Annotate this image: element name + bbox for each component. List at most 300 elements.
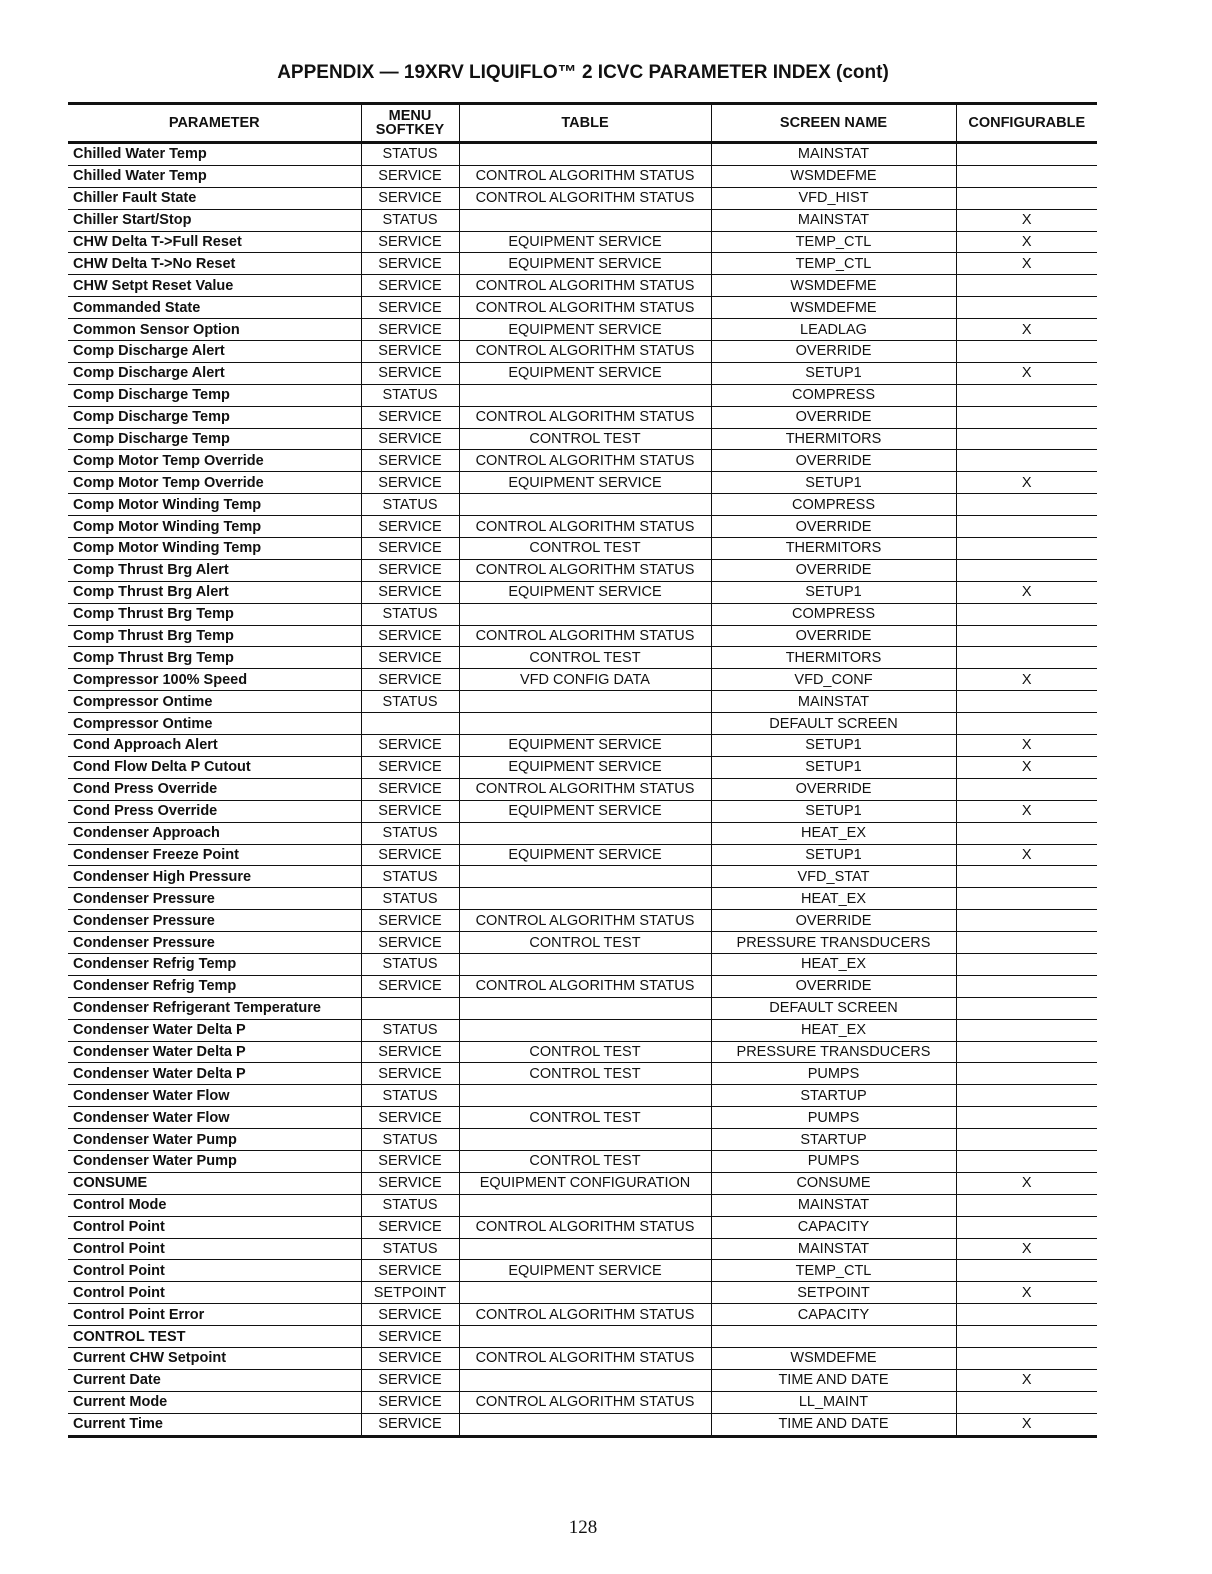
cell-screen-name: SETPOINT bbox=[711, 1282, 956, 1304]
cell-menu-softkey: SERVICE bbox=[361, 538, 459, 560]
cell-configurable bbox=[956, 1194, 1097, 1216]
cell-parameter: Comp Discharge Temp bbox=[68, 406, 361, 428]
cell-screen-name: MAINSTAT bbox=[711, 209, 956, 231]
table-row bbox=[68, 953, 1097, 975]
table-row bbox=[68, 1326, 1097, 1348]
cell-parameter: Condenser Water Pump bbox=[68, 1129, 361, 1151]
cell-menu-softkey: SERVICE bbox=[361, 1413, 459, 1436]
cell-configurable bbox=[956, 406, 1097, 428]
table-row bbox=[68, 1019, 1097, 1041]
cell-menu-softkey: SERVICE bbox=[361, 165, 459, 187]
cell-menu-softkey: SERVICE bbox=[361, 756, 459, 778]
table-row bbox=[68, 822, 1097, 844]
cell-menu-softkey: SERVICE bbox=[361, 1347, 459, 1369]
cell-screen-name: VFD_HIST bbox=[711, 187, 956, 209]
cell-table: EQUIPMENT SERVICE bbox=[459, 472, 711, 494]
cell-menu-softkey: SERVICE bbox=[361, 1369, 459, 1391]
cell-menu-softkey: SERVICE bbox=[361, 1391, 459, 1413]
cell-screen-name: OVERRIDE bbox=[711, 910, 956, 932]
cell-menu-softkey: STATUS bbox=[361, 866, 459, 888]
cell-table bbox=[459, 384, 711, 406]
cell-table bbox=[459, 1413, 711, 1436]
cell-configurable bbox=[956, 953, 1097, 975]
cell-configurable bbox=[956, 1129, 1097, 1151]
cell-table: CONTROL ALGORITHM STATUS bbox=[459, 165, 711, 187]
cell-screen-name: MAINSTAT bbox=[711, 1194, 956, 1216]
cell-parameter: Condenser Refrig Temp bbox=[68, 953, 361, 975]
cell-screen-name: VFD_CONF bbox=[711, 669, 956, 691]
cell-configurable bbox=[956, 932, 1097, 954]
cell-table: CONTROL ALGORITHM STATUS bbox=[459, 1304, 711, 1326]
cell-configurable bbox=[956, 975, 1097, 997]
cell-parameter: Compressor 100% Speed bbox=[68, 669, 361, 691]
table-row bbox=[68, 735, 1097, 757]
header-parameter: PARAMETER bbox=[68, 104, 361, 143]
table-row bbox=[68, 165, 1097, 187]
cell-menu-softkey: SERVICE bbox=[361, 1304, 459, 1326]
cell-configurable bbox=[956, 1304, 1097, 1326]
cell-menu-softkey: SERVICE bbox=[361, 559, 459, 581]
table-row bbox=[68, 997, 1097, 1019]
header-menu-line: MENU bbox=[388, 108, 432, 124]
cell-parameter: Comp Discharge Temp bbox=[68, 428, 361, 450]
cell-configurable bbox=[956, 494, 1097, 516]
cell-parameter: Control Point bbox=[68, 1260, 361, 1282]
cell-screen-name: DEFAULT SCREEN bbox=[711, 713, 956, 735]
cell-table: CONTROL TEST bbox=[459, 1041, 711, 1063]
table-row bbox=[68, 538, 1097, 560]
cell-parameter: Comp Thrust Brg Temp bbox=[68, 647, 361, 669]
cell-configurable: X bbox=[956, 800, 1097, 822]
cell-parameter: Comp Thrust Brg Temp bbox=[68, 603, 361, 625]
cell-screen-name: SETUP1 bbox=[711, 800, 956, 822]
cell-configurable bbox=[956, 341, 1097, 363]
cell-parameter: Control Point bbox=[68, 1238, 361, 1260]
cell-table: VFD CONFIG DATA bbox=[459, 669, 711, 691]
cell-parameter: Control Point Error bbox=[68, 1304, 361, 1326]
table-row bbox=[68, 932, 1097, 954]
table-row bbox=[68, 866, 1097, 888]
cell-menu-softkey: STATUS bbox=[361, 494, 459, 516]
cell-parameter: Chilled Water Temp bbox=[68, 165, 361, 187]
cell-table: CONTROL TEST bbox=[459, 1107, 711, 1129]
cell-menu-softkey: SERVICE bbox=[361, 735, 459, 757]
cell-table: CONTROL ALGORITHM STATUS bbox=[459, 625, 711, 647]
cell-configurable bbox=[956, 1260, 1097, 1282]
cell-configurable bbox=[956, 1391, 1097, 1413]
cell-table: CONTROL ALGORITHM STATUS bbox=[459, 975, 711, 997]
cell-table bbox=[459, 1282, 711, 1304]
cell-parameter: Comp Motor Winding Temp bbox=[68, 538, 361, 560]
table-row bbox=[68, 209, 1097, 231]
cell-menu-softkey: SERVICE bbox=[361, 1172, 459, 1194]
cell-table: CONTROL ALGORITHM STATUS bbox=[459, 778, 711, 800]
table-row bbox=[68, 1063, 1097, 1085]
cell-screen-name: SETUP1 bbox=[711, 735, 956, 757]
cell-configurable: X bbox=[956, 756, 1097, 778]
cell-menu-softkey: SERVICE bbox=[361, 297, 459, 319]
cell-parameter: Comp Motor Winding Temp bbox=[68, 516, 361, 538]
cell-parameter: Comp Discharge Alert bbox=[68, 341, 361, 363]
cell-menu-softkey: SERVICE bbox=[361, 1260, 459, 1282]
table-row bbox=[68, 231, 1097, 253]
cell-parameter: CONTROL TEST bbox=[68, 1326, 361, 1348]
cell-screen-name: WSMDEFME bbox=[711, 165, 956, 187]
cell-screen-name: MAINSTAT bbox=[711, 691, 956, 713]
cell-table: CONTROL TEST bbox=[459, 1063, 711, 1085]
cell-menu-softkey: STATUS bbox=[361, 143, 459, 166]
cell-table: CONTROL ALGORITHM STATUS bbox=[459, 516, 711, 538]
table-row bbox=[68, 187, 1097, 209]
cell-table: CONTROL ALGORITHM STATUS bbox=[459, 275, 711, 297]
cell-parameter: Control Point bbox=[68, 1282, 361, 1304]
cell-menu-softkey: SERVICE bbox=[361, 647, 459, 669]
cell-menu-softkey: SERVICE bbox=[361, 975, 459, 997]
cell-table: CONTROL ALGORITHM STATUS bbox=[459, 1391, 711, 1413]
cell-table: CONTROL ALGORITHM STATUS bbox=[459, 341, 711, 363]
cell-parameter: Condenser High Pressure bbox=[68, 866, 361, 888]
cell-screen-name: THERMITORS bbox=[711, 428, 956, 450]
cell-parameter: Condenser Freeze Point bbox=[68, 844, 361, 866]
cell-menu-softkey: SERVICE bbox=[361, 428, 459, 450]
table-row bbox=[68, 1150, 1097, 1172]
cell-configurable bbox=[956, 516, 1097, 538]
cell-table: EQUIPMENT SERVICE bbox=[459, 581, 711, 603]
table-row bbox=[68, 1413, 1097, 1436]
cell-parameter: Condenser Water Delta P bbox=[68, 1019, 361, 1041]
parameter-index-table bbox=[68, 102, 1097, 1438]
cell-table: CONTROL TEST bbox=[459, 647, 711, 669]
cell-configurable bbox=[956, 1063, 1097, 1085]
cell-menu-softkey: SERVICE bbox=[361, 932, 459, 954]
cell-configurable bbox=[956, 559, 1097, 581]
cell-parameter: CHW Setpt Reset Value bbox=[68, 275, 361, 297]
cell-screen-name: COMPRESS bbox=[711, 384, 956, 406]
cell-table: CONTROL TEST bbox=[459, 538, 711, 560]
cell-menu-softkey: SERVICE bbox=[361, 450, 459, 472]
cell-configurable bbox=[956, 603, 1097, 625]
table-row bbox=[68, 559, 1097, 581]
cell-screen-name: PRESSURE TRANSDUCERS bbox=[711, 1041, 956, 1063]
table-row bbox=[68, 450, 1097, 472]
cell-parameter: Condenser Water Delta P bbox=[68, 1041, 361, 1063]
cell-parameter: Compressor Ontime bbox=[68, 713, 361, 735]
cell-screen-name bbox=[711, 1326, 956, 1348]
cell-configurable bbox=[956, 297, 1097, 319]
cell-menu-softkey: SERVICE bbox=[361, 844, 459, 866]
cell-parameter: Cond Press Override bbox=[68, 778, 361, 800]
cell-parameter: Chiller Start/Stop bbox=[68, 209, 361, 231]
cell-configurable: X bbox=[956, 735, 1097, 757]
table-row bbox=[68, 516, 1097, 538]
table-header-row bbox=[68, 104, 1097, 143]
cell-menu-softkey: SERVICE bbox=[361, 231, 459, 253]
table-row bbox=[68, 1041, 1097, 1063]
cell-parameter: Comp Discharge Temp bbox=[68, 384, 361, 406]
cell-configurable bbox=[956, 1216, 1097, 1238]
cell-parameter: Cond Approach Alert bbox=[68, 735, 361, 757]
cell-table bbox=[459, 953, 711, 975]
cell-configurable bbox=[956, 625, 1097, 647]
cell-menu-softkey: SERVICE bbox=[361, 910, 459, 932]
cell-parameter: Compressor Ontime bbox=[68, 691, 361, 713]
cell-screen-name: CONSUME bbox=[711, 1172, 956, 1194]
cell-configurable bbox=[956, 888, 1097, 910]
cell-screen-name: COMPRESS bbox=[711, 494, 956, 516]
table-row bbox=[68, 603, 1097, 625]
cell-screen-name: TIME AND DATE bbox=[711, 1413, 956, 1436]
cell-parameter: Comp Motor Winding Temp bbox=[68, 494, 361, 516]
cell-configurable bbox=[956, 428, 1097, 450]
cell-parameter: Condenser Pressure bbox=[68, 910, 361, 932]
cell-menu-softkey: SERVICE bbox=[361, 362, 459, 384]
cell-configurable: X bbox=[956, 319, 1097, 341]
table-row bbox=[68, 1085, 1097, 1107]
cell-menu-softkey: SERVICE bbox=[361, 253, 459, 275]
cell-parameter: Current CHW Setpoint bbox=[68, 1347, 361, 1369]
table-row bbox=[68, 362, 1097, 384]
cell-screen-name: OVERRIDE bbox=[711, 406, 956, 428]
cell-parameter: Current Time bbox=[73, 1416, 163, 1433]
cell-screen-name: OVERRIDE bbox=[711, 778, 956, 800]
cell-table bbox=[459, 1238, 711, 1260]
cell-parameter: Comp Motor Temp Override bbox=[68, 450, 361, 472]
cell-screen-name: WSMDEFME bbox=[711, 275, 956, 297]
cell-table: EQUIPMENT SERVICE bbox=[459, 756, 711, 778]
cell-configurable bbox=[956, 1347, 1097, 1369]
cell-table: CONTROL TEST bbox=[459, 1150, 711, 1172]
cell-parameter: Control Point bbox=[68, 1216, 361, 1238]
cell-table: CONTROL TEST bbox=[459, 932, 711, 954]
cell-configurable bbox=[956, 1150, 1097, 1172]
cell-screen-name: HEAT_EX bbox=[711, 953, 956, 975]
cell-table: CONTROL ALGORITHM STATUS bbox=[459, 1216, 711, 1238]
cell-table bbox=[459, 1019, 711, 1041]
cell-menu-softkey: SERVICE bbox=[361, 1107, 459, 1129]
cell-configurable bbox=[956, 384, 1097, 406]
cell-screen-name: SETUP1 bbox=[711, 362, 956, 384]
cell-screen-name: HEAT_EX bbox=[711, 888, 956, 910]
cell-screen-name: PUMPS bbox=[711, 1063, 956, 1085]
cell-table: EQUIPMENT SERVICE bbox=[459, 231, 711, 253]
cell-screen-name: STARTUP bbox=[711, 1085, 956, 1107]
table-row bbox=[68, 756, 1097, 778]
cell-configurable bbox=[956, 691, 1097, 713]
cell-screen-name: THERMITORS bbox=[711, 538, 956, 560]
cell-table bbox=[459, 691, 711, 713]
table-row bbox=[68, 143, 1097, 166]
cell-menu-softkey: SERVICE bbox=[361, 341, 459, 363]
cell-menu-softkey: SERVICE bbox=[361, 625, 459, 647]
table-row bbox=[68, 1391, 1097, 1413]
cell-parameter: Commanded State bbox=[68, 297, 361, 319]
table-row bbox=[68, 975, 1097, 997]
cell-configurable: X bbox=[956, 581, 1097, 603]
cell-screen-name: VFD_STAT bbox=[711, 866, 956, 888]
table-row bbox=[68, 1172, 1097, 1194]
header-table: TABLE bbox=[459, 104, 711, 143]
cell-configurable bbox=[956, 275, 1097, 297]
cell-table: EQUIPMENT CONFIGURATION bbox=[459, 1172, 711, 1194]
cell-screen-name: CAPACITY bbox=[711, 1304, 956, 1326]
cell-configurable bbox=[956, 647, 1097, 669]
table-row bbox=[68, 1304, 1097, 1326]
cell-configurable bbox=[956, 187, 1097, 209]
cell-configurable bbox=[956, 538, 1097, 560]
cell-table: CONTROL ALGORITHM STATUS bbox=[459, 559, 711, 581]
table-row bbox=[68, 691, 1097, 713]
table-row bbox=[68, 800, 1097, 822]
table-row bbox=[68, 778, 1097, 800]
cell-menu-softkey: SERVICE bbox=[361, 1326, 459, 1348]
table-row bbox=[68, 581, 1097, 603]
cell-configurable: X bbox=[956, 209, 1097, 231]
cell-table bbox=[459, 209, 711, 231]
table-row bbox=[68, 275, 1097, 297]
cell-screen-name: THERMITORS bbox=[711, 647, 956, 669]
cell-table bbox=[459, 713, 711, 735]
cell-menu-softkey: STATUS bbox=[361, 1019, 459, 1041]
cell-parameter: Condenser Approach bbox=[68, 822, 361, 844]
cell-table bbox=[459, 888, 711, 910]
cell-menu-softkey: SERVICE bbox=[361, 406, 459, 428]
cell-parameter: Comp Thrust Brg Alert bbox=[68, 581, 361, 603]
cell-configurable bbox=[956, 866, 1097, 888]
cell-table: CONTROL TEST bbox=[459, 428, 711, 450]
cell-screen-name: TIME AND DATE bbox=[711, 1369, 956, 1391]
cell-configurable bbox=[956, 1107, 1097, 1129]
cell-screen-name: OVERRIDE bbox=[711, 559, 956, 581]
header-menu-softkey bbox=[361, 104, 459, 143]
cell-table bbox=[459, 866, 711, 888]
cell-table: EQUIPMENT SERVICE bbox=[459, 319, 711, 341]
table-row bbox=[68, 1347, 1097, 1369]
cell-menu-softkey: SERVICE bbox=[361, 516, 459, 538]
cell-configurable: X bbox=[956, 1282, 1097, 1304]
header-softkey-line: SOFTKEY bbox=[375, 122, 445, 138]
cell-parameter: Condenser Water Flow bbox=[68, 1085, 361, 1107]
cell-parameter: Condenser Water Delta P bbox=[68, 1063, 361, 1085]
cell-parameter: Condenser Water Flow bbox=[68, 1107, 361, 1129]
cell-parameter: Condenser Refrig Temp bbox=[68, 975, 361, 997]
cell-table: EQUIPMENT SERVICE bbox=[459, 800, 711, 822]
cell-parameter: Current Date bbox=[68, 1369, 361, 1391]
cell-configurable bbox=[956, 997, 1097, 1019]
cell-menu-softkey: SERVICE bbox=[361, 1063, 459, 1085]
table-row bbox=[68, 406, 1097, 428]
cell-screen-name: SETUP1 bbox=[711, 581, 956, 603]
cell-menu-softkey: SERVICE bbox=[361, 778, 459, 800]
cell-menu-softkey: SERVICE bbox=[361, 581, 459, 603]
cell-configurable bbox=[956, 1019, 1097, 1041]
table-row bbox=[68, 494, 1097, 516]
cell-screen-name: WSMDEFME bbox=[711, 297, 956, 319]
cell-parameter: Cond Press Override bbox=[68, 800, 361, 822]
table-row bbox=[68, 1129, 1097, 1151]
cell-table: CONTROL ALGORITHM STATUS bbox=[459, 406, 711, 428]
table-row bbox=[68, 669, 1097, 691]
table-row bbox=[68, 625, 1097, 647]
cell-menu-softkey: STATUS bbox=[361, 209, 459, 231]
cell-screen-name: SETUP1 bbox=[711, 756, 956, 778]
table-row bbox=[68, 1282, 1097, 1304]
page-number: 128 bbox=[568, 1517, 598, 1538]
cell-screen-name: HEAT_EX bbox=[711, 1019, 956, 1041]
cell-configurable bbox=[956, 450, 1097, 472]
cell-menu-softkey bbox=[361, 997, 459, 1019]
cell-menu-softkey: STATUS bbox=[361, 1085, 459, 1107]
cell-configurable: X bbox=[956, 669, 1097, 691]
header-configurable: CONFIGURABLE bbox=[956, 104, 1097, 143]
cell-screen-name: TEMP_CTL bbox=[711, 253, 956, 275]
cell-menu-softkey: SERVICE bbox=[361, 319, 459, 341]
cell-screen-name: OVERRIDE bbox=[711, 341, 956, 363]
cell-parameter: Condenser Pressure bbox=[68, 888, 361, 910]
cell-menu-softkey: STATUS bbox=[361, 384, 459, 406]
cell-menu-softkey: STATUS bbox=[361, 1238, 459, 1260]
cell-menu-softkey: STATUS bbox=[361, 1129, 459, 1151]
cell-menu-softkey bbox=[361, 713, 459, 735]
cell-table bbox=[459, 1369, 711, 1391]
cell-table bbox=[459, 1085, 711, 1107]
cell-parameter: CHW Delta T->No Reset bbox=[68, 253, 361, 275]
cell-parameter: Comp Thrust Brg Alert bbox=[68, 559, 361, 581]
page-title: APPENDIX — 19XRV LIQUIFLO™ 2 ICVC PARAMETER INDEX (cont) bbox=[277, 62, 889, 83]
cell-screen-name: PRESSURE TRANSDUCERS bbox=[711, 932, 956, 954]
cell-table: CONTROL ALGORITHM STATUS bbox=[459, 910, 711, 932]
cell-screen-name: OVERRIDE bbox=[711, 625, 956, 647]
cell-menu-softkey: SERVICE bbox=[361, 472, 459, 494]
cell-menu-softkey: SERVICE bbox=[361, 187, 459, 209]
cell-parameter: CONSUME bbox=[68, 1172, 361, 1194]
table-row bbox=[68, 1216, 1097, 1238]
cell-screen-name: TEMP_CTL bbox=[711, 1260, 956, 1282]
cell-table bbox=[459, 494, 711, 516]
cell-parameter: Chiller Fault State bbox=[68, 187, 361, 209]
cell-screen-name: COMPRESS bbox=[711, 603, 956, 625]
cell-configurable bbox=[956, 822, 1097, 844]
cell-table: EQUIPMENT SERVICE bbox=[459, 362, 711, 384]
cell-screen-name: MAINSTAT bbox=[711, 1238, 956, 1260]
cell-screen-name: SETUP1 bbox=[711, 844, 956, 866]
table-row bbox=[68, 1369, 1097, 1391]
cell-table: CONTROL ALGORITHM STATUS bbox=[459, 1347, 711, 1369]
cell-table: EQUIPMENT SERVICE bbox=[459, 253, 711, 275]
cell-configurable bbox=[956, 778, 1097, 800]
header-screen-name: SCREEN NAME bbox=[711, 104, 956, 143]
cell-table: CONTROL ALGORITHM STATUS bbox=[459, 187, 711, 209]
table-row bbox=[68, 1260, 1097, 1282]
cell-table bbox=[459, 1129, 711, 1151]
cell-screen-name: DEFAULT SCREEN bbox=[711, 997, 956, 1019]
cell-configurable bbox=[956, 910, 1097, 932]
cell-configurable: X bbox=[956, 1369, 1097, 1391]
cell-screen-name: PUMPS bbox=[711, 1150, 956, 1172]
cell-configurable: X bbox=[956, 231, 1097, 253]
cell-screen-name: PUMPS bbox=[711, 1107, 956, 1129]
cell-table bbox=[459, 143, 711, 166]
cell-menu-softkey: STATUS bbox=[361, 691, 459, 713]
cell-screen-name: LEADLAG bbox=[711, 319, 956, 341]
cell-parameter: Control Mode bbox=[68, 1194, 361, 1216]
cell-configurable bbox=[956, 143, 1097, 166]
cell-parameter: CHW Delta T->Full Reset bbox=[68, 231, 361, 253]
table-row bbox=[68, 253, 1097, 275]
cell-configurable: X bbox=[956, 1172, 1097, 1194]
cell-menu-softkey: SERVICE bbox=[361, 275, 459, 297]
table-row bbox=[68, 1238, 1097, 1260]
cell-menu-softkey: SETPOINT bbox=[361, 1282, 459, 1304]
